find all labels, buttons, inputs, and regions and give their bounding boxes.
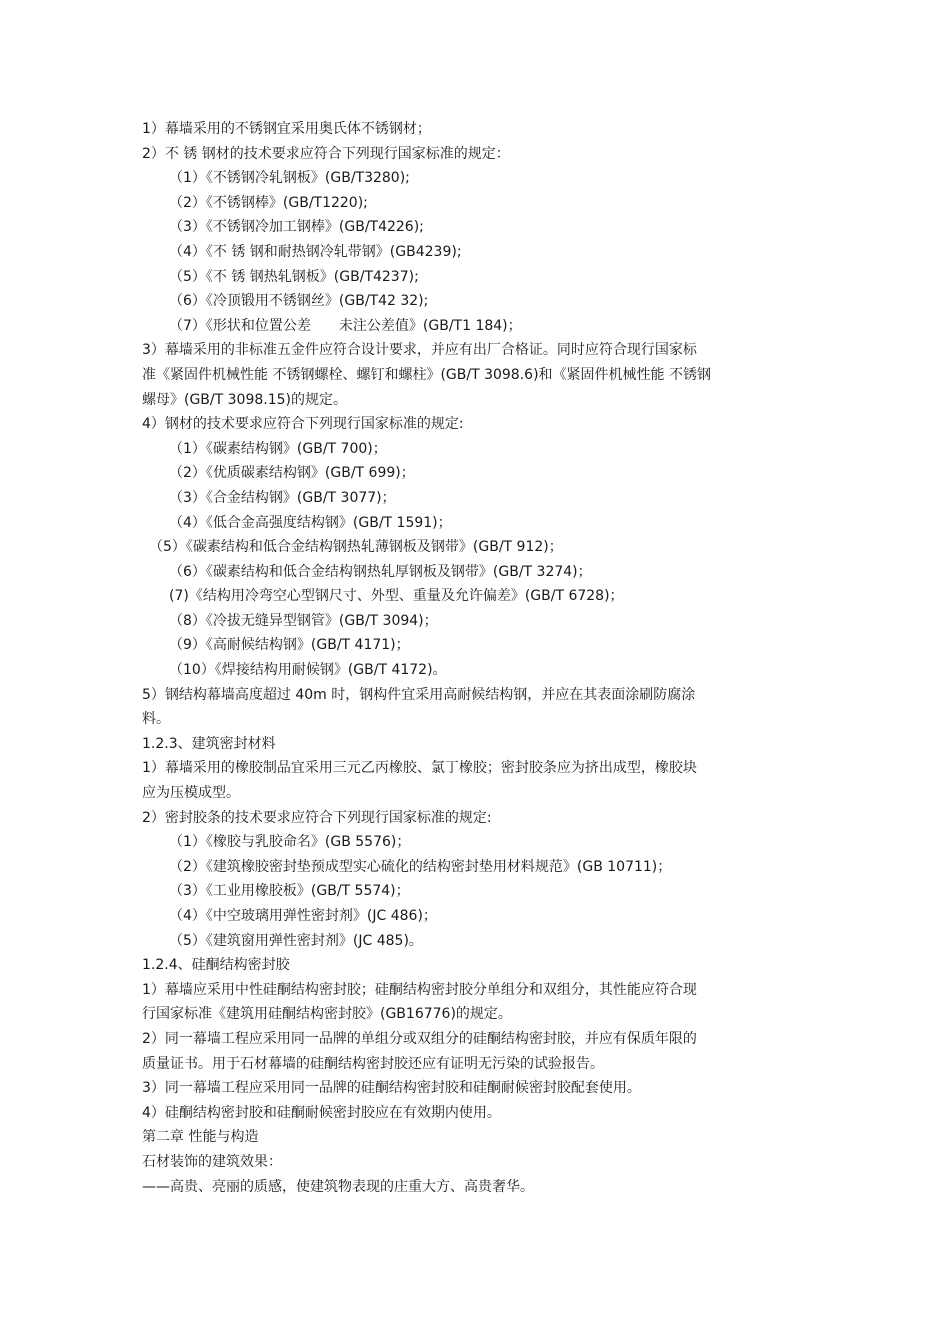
list-item: （3）《不锈钢冷加工钢棒》(GB/T4226); (169, 219, 424, 236)
paragraph-line: 5）钢结构幕墙高度超过 40m 时，钢构件宜采用高耐候结构钢，并应在其表面涂刷防腐涂 (142, 686, 696, 703)
document-body (142, 117, 812, 1199)
chapter-heading: 第二章 性能与构造 (142, 1129, 259, 1146)
paragraph-line: 2）同一幕墙工程应采用同一品牌的单组分或双组分的硅酮结构密封胶，并应有保质年限的 (142, 1030, 697, 1047)
paragraph-line: 质量证书。用于石材幕墙的硅酮结构密封胶还应有证明无污染的试验报告。 (142, 1055, 604, 1072)
list-item: （3）《工业用橡胶板》(GB/T 5574)； (169, 883, 410, 900)
list-item: （7）《形状和位置公差 未注公差值》(GB/T1 184)； (169, 317, 522, 334)
list-item: （2）《建筑橡胶密封垫预成型实心硫化的结构密封垫用材料规范》(GB 10711)； (169, 858, 672, 875)
paragraph-line: 3）幕墙采用的非标准五金件应符合设计要求，并应有出厂合格证。同时应符合现行国家标 (142, 342, 697, 359)
paragraph-line: ——高贵、亮丽的质感，使建筑物表现的庄重大方、高贵奢华。 (142, 1178, 534, 1195)
list-item: （5）《建筑窗用弹性密封剂》(JC 485)。 (169, 932, 423, 949)
paragraph-line: 料。 (142, 711, 170, 728)
section-heading: 1.2.4、硅酮结构密封胶 (142, 957, 290, 974)
list-item: （4）《不 锈 钢和耐热钢冷轧带钢》(GB4239); (169, 243, 462, 260)
paragraph-line: 1）幕墙应采用中性硅酮结构密封胶；硅酮结构密封胶分单组分和双组分，其性能应符合现 (142, 981, 697, 998)
paragraph-line: 准《紧固件机械性能 不锈钢螺栓、螺钉和螺柱》(GB/T 3098.6)和《紧固件机械性能 不锈钢 (142, 366, 711, 383)
list-item: （1）《碳素结构钢》(GB/T 700)； (169, 440, 387, 457)
paragraph-line: 应为压模成型。 (142, 785, 240, 802)
list-item: （5）《碳素结构和低合金结构钢热轧薄钢板及钢带》(GB/T 912)； (149, 539, 563, 556)
list-item: (7)《结构用冷弯空心型钢尺寸、外型、重量及允许偏差》(GB/T 6728)； (169, 588, 624, 605)
paragraph-line: 螺母》(GB/T 3098.15)的规定。 (142, 391, 347, 408)
paragraph-line: 2）密封胶条的技术要求应符合下列现行国家标准的规定: (142, 809, 492, 826)
list-item: （2）《优质碳素结构钢》(GB/T 699)； (169, 465, 415, 482)
list-item: （3）《合金结构钢》(GB/T 3077)； (169, 489, 396, 506)
list-item: （1）《不锈钢冷轧钢板》(GB/T3280); (169, 170, 410, 187)
list-item: （8）《冷拔无缝异型钢管》(GB/T 3094)； (169, 612, 438, 629)
list-item: （4）《中空玻璃用弹性密封剂》(JC 486)； (169, 908, 437, 924)
paragraph-line: 1）幕墙采用的不锈钢宜采用奥氏体不锈钢材； (142, 121, 431, 137)
list-item: （6）《碳素结构和低合金结构钢热轧厚钢板及钢带》(GB/T 3274)； (169, 563, 592, 580)
list-item: （4）《低合金高强度结构钢》(GB/T 1591)； (169, 514, 452, 531)
paragraph-line: 2）不 锈 钢材的技术要求应符合下列现行国家标准的规定： (142, 145, 510, 162)
paragraph-line: 行国家标准《建筑用硅酮结构密封胶》(GB16776)的规定。 (142, 1006, 512, 1023)
paragraph-line: 4）硅酮结构密封胶和硅酮耐候密封胶应在有效期内使用。 (142, 1104, 501, 1121)
section-heading: 1.2.3、建筑密封材料 (142, 735, 276, 752)
list-item: （9）《高耐候结构钢》(GB/T 4171)； (169, 637, 410, 654)
list-item: （10）《焊接结构用耐候钢》(GB/T 4172)。 (169, 662, 447, 679)
list-item: （2）《不锈钢棒》(GB/T1220); (169, 194, 368, 211)
paragraph-line: 1）幕墙采用的橡胶制品宜采用三元乙丙橡胶、氯丁橡胶；密封胶条应为挤出成型，橡胶块 (142, 760, 697, 777)
paragraph-line: 3）同一幕墙工程应采用同一品牌的硅酮结构密封胶和硅酮耐候密封胶配套使用。 (142, 1080, 641, 1097)
list-item: （5）《不 锈 钢热轧钢板》(GB/T4237); (169, 268, 419, 285)
list-item: （1）《橡胶与乳胶命名》(GB 5576)； (169, 834, 411, 851)
paragraph-line: 4）钢材的技术要求应符合下列现行国家标准的规定: (142, 416, 464, 433)
list-item: （6）《冷顶锻用不锈钢丝》(GB/T42 32); (169, 293, 429, 310)
paragraph-line: 石材装饰的建筑效果： (142, 1153, 282, 1170)
